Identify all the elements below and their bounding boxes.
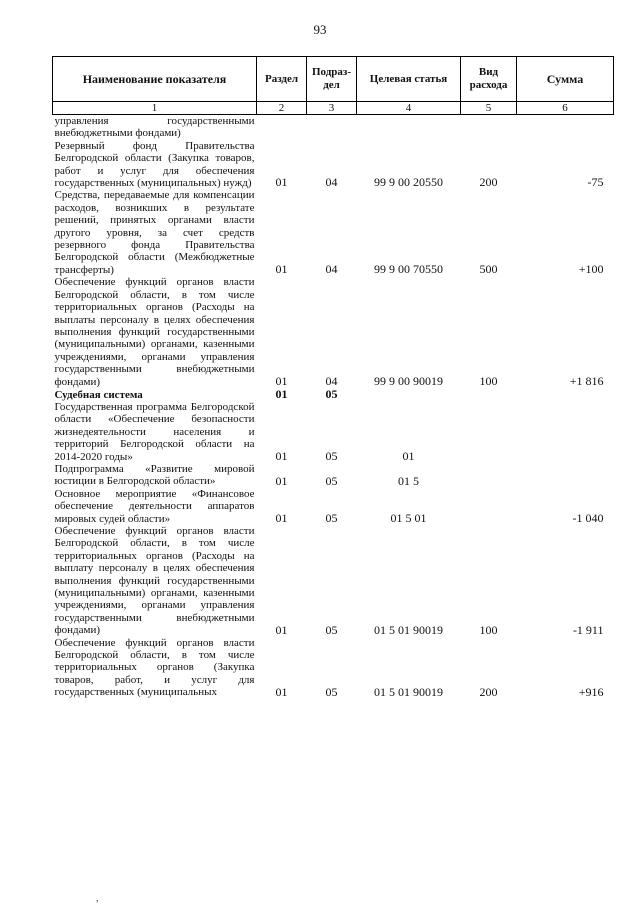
row-name: Основное мероприятие «Финансовое обеспечение деятельности аппаратов мировых судей области»: [54, 487, 255, 525]
row-summa: +1 816: [569, 373, 604, 388]
scan-mark: ,: [96, 893, 99, 904]
header-number: 1: [53, 102, 257, 115]
row-razdel: [257, 115, 307, 140]
header-razdel: Раздел: [257, 57, 307, 102]
row-vid: [461, 388, 517, 401]
row-statya: 01 5 01: [390, 511, 427, 525]
row-razdel: 01: [275, 386, 288, 401]
row-summa: [517, 463, 614, 488]
row-statya: [357, 115, 461, 140]
row-razdel: 01: [275, 511, 288, 525]
row-razdel: 01: [275, 373, 288, 388]
row-statya: 99 9 00 70550: [374, 262, 443, 277]
header-number: 3: [307, 102, 357, 115]
table-row: [53, 637, 614, 699]
row-statya: 01 5: [398, 473, 419, 488]
row-vid: 100: [479, 622, 498, 637]
table-row: [53, 525, 614, 637]
row-name: Судебная система: [54, 388, 143, 401]
header-podrazdel: Подраз-дел: [307, 57, 357, 102]
row-statya: 01: [402, 448, 415, 463]
row-razdel: 01: [275, 175, 288, 190]
row-vid: 200: [479, 684, 498, 699]
budget-table: [52, 56, 614, 699]
row-statya: 01 5 01 90019: [374, 622, 443, 637]
row-vid: 500: [479, 262, 498, 277]
row-podrazdel: 05: [325, 511, 338, 525]
row-summa: +100: [578, 262, 604, 277]
header-number: 6: [517, 102, 614, 115]
table-row: [53, 276, 614, 388]
row-summa: [517, 115, 614, 140]
table-row: [53, 388, 614, 401]
row-vid: 200: [479, 175, 498, 190]
row-name: управления государственными внебюджетными фондами): [54, 115, 255, 140]
page-number: 93: [313, 22, 327, 37]
row-razdel: 01: [275, 622, 288, 637]
row-razdel: 01: [275, 448, 288, 463]
row-razdel: 01: [275, 473, 288, 488]
row-summa: [517, 401, 614, 463]
table-row: [53, 463, 614, 488]
row-vid: [461, 115, 517, 140]
row-summa: [517, 388, 614, 401]
row-summa: -75: [587, 175, 604, 190]
row-statya: 01 5 01 90019: [374, 684, 443, 699]
header-number: 4: [357, 102, 461, 115]
header-vid: Вид расхода: [461, 57, 517, 102]
table-body: [53, 115, 614, 699]
row-statya: [357, 388, 461, 401]
row-podrazdel: 04: [325, 373, 338, 388]
table-row: [53, 115, 614, 140]
row-podrazdel: 04: [325, 175, 338, 190]
row-name: Обеспечение функций органов власти Белгородской области, в том числе территориальных органов (Закупка товаров, работ, и услуг для государственных (муниципальных: [54, 636, 255, 699]
row-statya: 99 9 00 90019: [374, 373, 443, 388]
row-podrazdel: 04: [325, 262, 338, 277]
header-summa: Сумма: [517, 57, 614, 102]
row-podrazdel: 05: [325, 386, 338, 401]
row-podrazdel: 05: [325, 473, 338, 488]
row-vid: [461, 401, 517, 463]
header-number: 5: [461, 102, 517, 115]
row-name: Обеспечение функций органов власти Белгородской области, в том числе территориальных органов (Расходы на выплату персоналу в целях обеспечения выполнения функций государственными (муниципальными) органами, казенными учреждениями, органами управления государственными внебюджетными фондами): [54, 525, 255, 637]
row-statya: 99 9 00 20550: [374, 175, 443, 190]
row-vid: [461, 463, 517, 488]
header-number-row: [53, 102, 614, 115]
row-name: Подпрограмма «Развитие мировой юстиции в Белгородской области»: [54, 462, 255, 488]
header-row: [53, 57, 614, 102]
table-row: [53, 140, 614, 190]
row-name: Резервный фонд Правительства Белгородской области (Закупка товаров, работ и услуг для обеспечения государственных (муниципальных) нужд): [54, 139, 255, 190]
row-razdel: 01: [275, 684, 288, 699]
table-row: [53, 488, 614, 525]
header-name: Наименование показателя: [53, 57, 257, 102]
row-vid: 100: [479, 373, 498, 388]
row-summa: -1 911: [572, 622, 604, 637]
row-podrazdel: 05: [325, 684, 338, 699]
row-summa: +916: [578, 684, 604, 699]
row-podrazdel: 05: [325, 448, 338, 463]
row-vid: [461, 488, 517, 525]
row-podrazdel: 05: [325, 622, 338, 637]
row-razdel: 01: [275, 262, 288, 277]
table-row: [53, 189, 614, 276]
table-row: [53, 401, 614, 463]
header-statya: Целевая статья: [357, 57, 461, 102]
row-name: Обеспечение функций органов власти Белгородской области, в том числе территориальных органов (Расходы на выплаты персоналу в целях обеспечения выполнения функций государственными (муниципальными) органами, казенными учреждениями, органами управления государственными внебюджетными фондами): [54, 276, 255, 388]
header-number: 2: [257, 102, 307, 115]
row-name: Средства, передаваемые для компенсации расходов, возникших в результате решений, принятых органами власти другого уровня, за счет средств резервного фонда Правительства Белгородской области (Межбюджетные трансферты): [54, 189, 255, 276]
row-name: Государственная программа Белгородской области «Обеспечение безопасности жизнедеятельности населения и территорий Белгородской области на 2014-2020 годы»: [54, 400, 255, 463]
row-summa: -1 040: [572, 511, 604, 525]
row-podrazdel: [307, 115, 357, 140]
